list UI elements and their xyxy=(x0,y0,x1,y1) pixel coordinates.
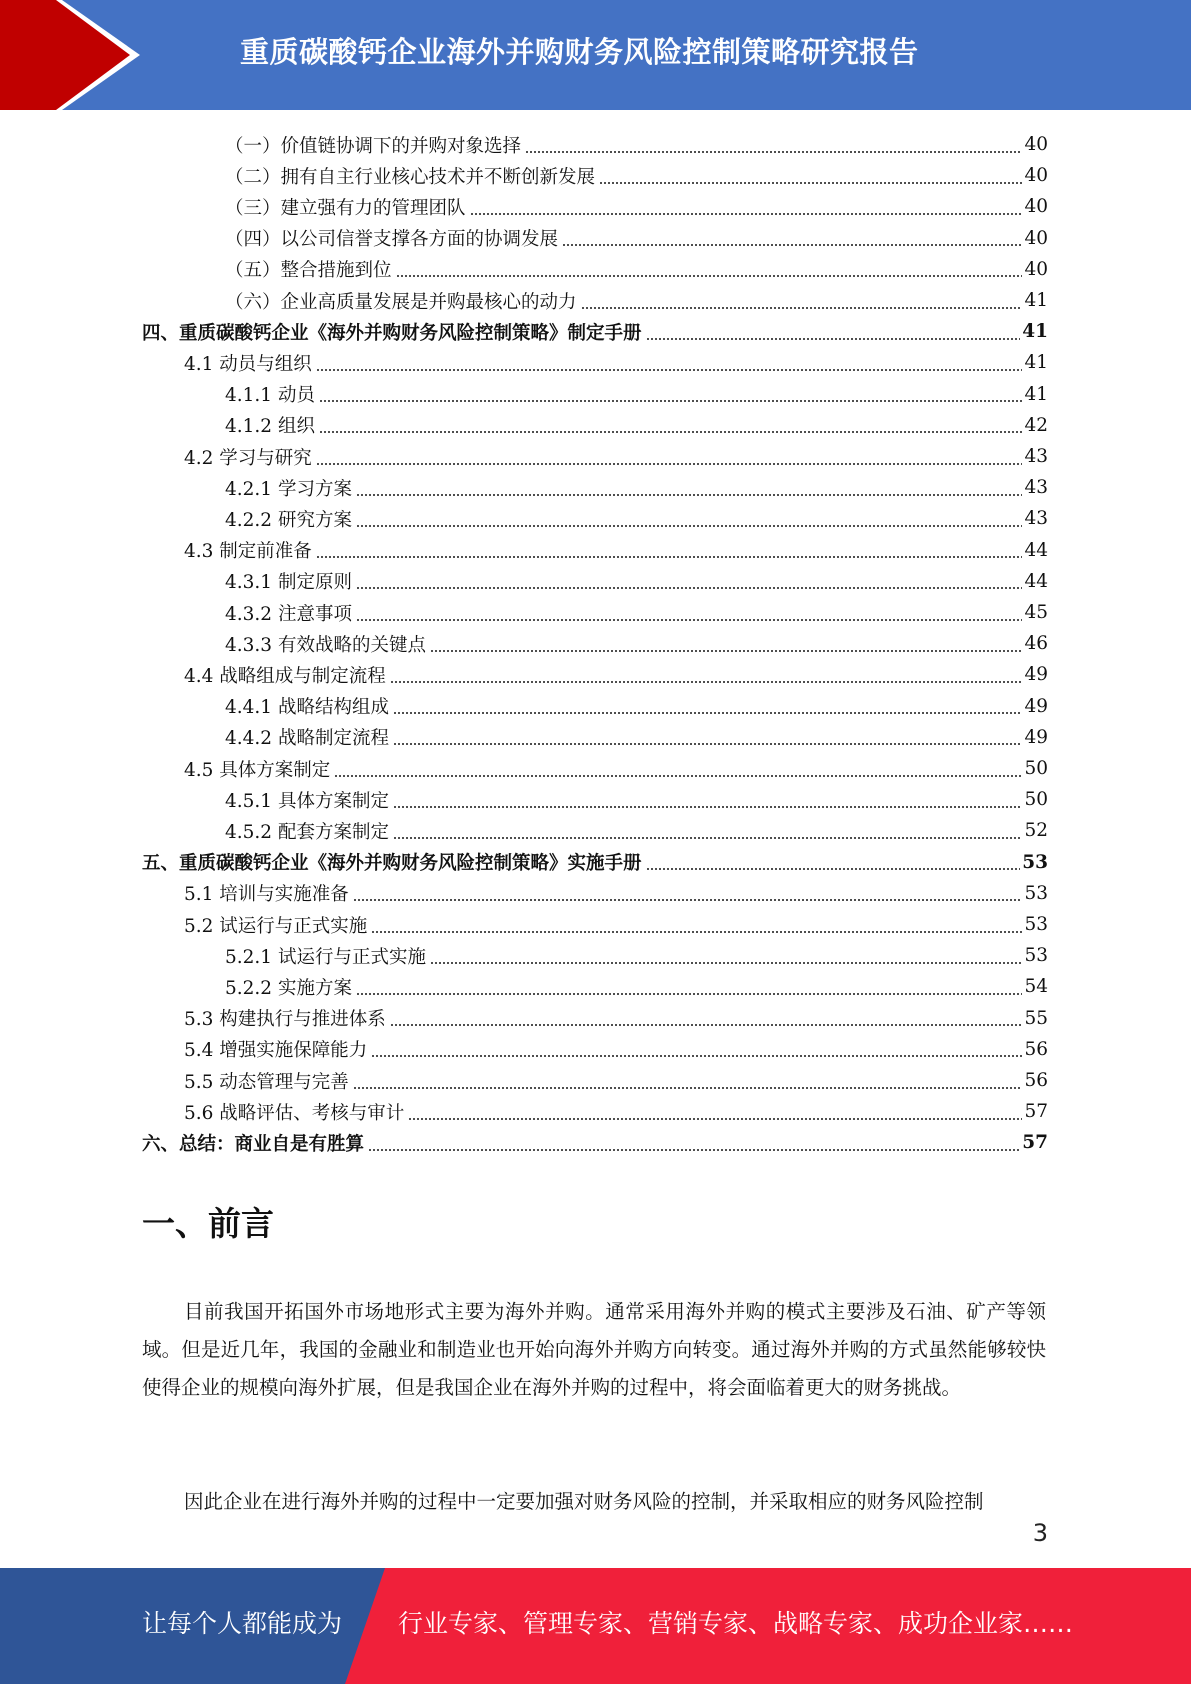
header-title: 重质碳酸钙企业海外并购财务风险控制策略研究报告 xyxy=(240,35,919,69)
toc-dot-leader xyxy=(356,587,1023,589)
toc-entry[interactable] xyxy=(184,909,1048,940)
body-paragraph-1: 目前我国开拓国外市场地形式主要为海外并购。通常采用海外并购的模式主要涉及石油、矿产等领域。但是近几年，我国的金融业和制造业也开始向海外并购方向转变。通过海外并购的方式虽然能够较快使得企业的规模向海外扩展，但是我国企业在海外并购的过程中，将会面临着更大的财务挑战。 xyxy=(142,1300,1046,1399)
toc-dot-leader xyxy=(390,681,1023,683)
toc-entry-page: 41 xyxy=(1024,383,1048,405)
toc-dot-leader xyxy=(562,244,1022,246)
toc-entry-page: 41 xyxy=(1024,290,1048,311)
toc-entry-title: 4.1 动员与组织 xyxy=(184,353,312,375)
toc-dot-leader xyxy=(470,213,1023,215)
toc-entry[interactable] xyxy=(225,160,1048,191)
toc-entry[interactable] xyxy=(225,628,1048,659)
toc-dot-leader xyxy=(393,712,1022,714)
toc-dot-leader xyxy=(353,899,1023,901)
toc-entry[interactable] xyxy=(225,503,1048,534)
toc-entry[interactable] xyxy=(225,472,1048,503)
toc-entry-page: 41 xyxy=(1024,352,1048,374)
header-arrow-graphic xyxy=(0,0,160,110)
toc-entry-title: 4.3.2 注意事项 xyxy=(225,603,352,625)
toc-entry[interactable] xyxy=(225,379,1048,410)
toc-entry-title: 4.2 学习与研究 xyxy=(184,447,312,469)
toc-entry-page: 40 xyxy=(1024,227,1048,249)
toc-entry-page: 53 xyxy=(1024,945,1048,967)
toc-entry-title: 4.5 具体方案制定 xyxy=(184,759,331,781)
toc-dot-leader xyxy=(334,775,1022,777)
toc-entry-title: 5.3 构建执行与推进体系 xyxy=(184,1009,386,1031)
toc-entry-title: 4.3.1 制定原则 xyxy=(225,572,352,594)
toc-entry-title: 4.4 战略组成与制定流程 xyxy=(184,665,386,687)
toc-entry-title: 5.2 试运行与正式实施 xyxy=(184,915,368,937)
toc-entry-title: 4.2.2 研究方案 xyxy=(225,509,352,531)
toc-entry-page: 46 xyxy=(1024,633,1048,655)
toc-entry-page: 40 xyxy=(1024,258,1048,280)
toc-entry-page: 55 xyxy=(1024,1007,1048,1029)
toc-dot-leader xyxy=(390,1024,1023,1026)
toc-entry[interactable] xyxy=(184,1034,1048,1065)
toc-entry-page: 49 xyxy=(1024,695,1048,717)
body-paragraph-2: 因此企业在进行海外并购的过程中一定要加强对财务风险的控制，并采取相应的财务风险控制 xyxy=(184,1490,984,1513)
toc-entry-page: 44 xyxy=(1024,570,1048,592)
toc-entry-title: 五、重质碳酸钙企业《海外并购财务风险控制策略》实施手册 xyxy=(142,853,642,875)
toc-entry-page: 57 xyxy=(1022,1132,1048,1154)
toc-dot-leader xyxy=(646,868,1021,870)
toc-entry-title: （一）价值链协调下的并购对象选择 xyxy=(225,135,522,157)
toc-dot-leader xyxy=(316,369,1023,371)
toc-entry[interactable] xyxy=(225,410,1048,441)
toc-entry-page: 40 xyxy=(1024,165,1048,187)
toc-entry-title: （六）企业高质量发展是并购最核心的动力 xyxy=(225,291,577,313)
toc-entry-page: 43 xyxy=(1024,477,1048,499)
toc-entry-title: 5.1 培训与实施准备 xyxy=(184,884,349,906)
toc-dot-leader xyxy=(525,151,1022,153)
toc-entry-page: 53 xyxy=(1024,914,1048,935)
toc-dot-leader xyxy=(393,837,1022,839)
toc-entry[interactable] xyxy=(184,441,1048,472)
toc-dot-leader xyxy=(356,993,1023,995)
page-number: 3 xyxy=(1032,1519,1048,1547)
toc-entry-page: 53 xyxy=(1022,851,1048,873)
toc-dot-leader xyxy=(319,431,1023,433)
toc-entry[interactable] xyxy=(184,878,1048,909)
toc-dot-leader xyxy=(581,307,1023,309)
footer-slogan-right: 行业专家、管理专家、营销专家、战略专家、成功企业家…… xyxy=(398,1609,1074,1638)
toc-entry-title: 5.2.1 试运行与正式实施 xyxy=(225,946,426,968)
toc-entry[interactable] xyxy=(184,1003,1048,1034)
toc-entry-title: 5.2.2 实施方案 xyxy=(225,977,352,999)
toc-entry[interactable] xyxy=(142,847,1048,878)
toc-entry-page: 42 xyxy=(1024,414,1048,436)
toc-entry-page: 41 xyxy=(1022,321,1048,343)
toc-entry[interactable] xyxy=(184,347,1048,378)
toc-dot-leader xyxy=(319,400,1023,402)
toc-dot-leader xyxy=(371,931,1022,933)
toc-entry-title: 4.5.1 具体方案制定 xyxy=(225,790,389,812)
section-title: 一、前言 xyxy=(142,1204,274,1243)
footer-slogan-left: 让每个人都能成为 xyxy=(142,1609,343,1638)
toc-entry[interactable] xyxy=(225,815,1048,846)
toc-entry-title: （四）以公司信誉支撑各方面的协调发展 xyxy=(225,229,559,251)
toc-entry[interactable] xyxy=(142,316,1048,347)
toc-dot-leader xyxy=(356,494,1023,496)
toc-entry-page: 50 xyxy=(1024,789,1048,811)
toc-entry[interactable] xyxy=(184,753,1048,784)
toc-entry-title: 4.2.1 学习方案 xyxy=(225,478,352,500)
toc-entry-title: （二）拥有自主行业核心技术并不断创新发展 xyxy=(225,166,596,188)
toc-entry-page: 54 xyxy=(1024,976,1048,998)
toc-dot-leader xyxy=(356,525,1023,527)
toc-entry[interactable] xyxy=(225,971,1048,1002)
toc-dot-leader xyxy=(356,619,1023,621)
toc-dot-leader xyxy=(430,650,1022,652)
toc-entry-page: 56 xyxy=(1024,1070,1048,1091)
toc-entry-page: 49 xyxy=(1024,664,1048,686)
toc-entry[interactable] xyxy=(184,1096,1048,1127)
toc-entry[interactable] xyxy=(225,784,1048,815)
toc-entry[interactable] xyxy=(225,223,1048,254)
toc-entry-title: 六、总结：商业自是有胜算 xyxy=(142,1133,365,1155)
toc-dot-leader xyxy=(408,1118,1022,1120)
toc-entry-page: 44 xyxy=(1024,539,1048,561)
toc-entry-title: 4.4.1 战略结构组成 xyxy=(225,697,389,719)
toc-entry-page: 49 xyxy=(1024,726,1048,748)
toc-entry[interactable] xyxy=(225,722,1048,753)
toc-dot-leader xyxy=(599,182,1022,184)
toc-entry-page: 52 xyxy=(1024,820,1048,842)
toc-entry[interactable] xyxy=(184,1065,1048,1096)
toc-entry-page: 53 xyxy=(1024,882,1048,904)
toc-entry-title: 5.6 战略评估、考核与审计 xyxy=(184,1102,405,1124)
toc-entry[interactable] xyxy=(225,285,1048,316)
toc-dot-leader xyxy=(430,962,1022,964)
page-header xyxy=(0,0,1191,110)
toc-entry[interactable] xyxy=(142,1127,1048,1158)
toc-entry[interactable] xyxy=(225,597,1048,628)
toc-dot-leader xyxy=(393,743,1022,745)
toc-entry-page: 45 xyxy=(1024,602,1048,623)
toc-dot-leader xyxy=(316,556,1023,558)
toc-entry-title: 5.4 增强实施保障能力 xyxy=(184,1040,368,1062)
toc-entry-page: 40 xyxy=(1024,196,1048,218)
toc-entry[interactable] xyxy=(184,535,1048,566)
toc-dot-leader xyxy=(371,1055,1022,1057)
toc-entry-title: （五）整合措施到位 xyxy=(225,260,392,282)
toc-entry-page: 56 xyxy=(1024,1038,1048,1060)
toc-entry[interactable] xyxy=(184,659,1048,690)
toc-entry-title: （三）建立强有力的管理团队 xyxy=(225,197,466,219)
toc-dot-leader xyxy=(393,806,1022,808)
page-footer xyxy=(0,1568,1191,1684)
toc-entry-page: 40 xyxy=(1024,134,1048,155)
toc-entry-page: 57 xyxy=(1024,1101,1048,1123)
toc-entry[interactable] xyxy=(225,566,1048,597)
toc-entry-title: 4.5.2 配套方案制定 xyxy=(225,821,389,843)
toc-entry-title: 4.1.2 组织 xyxy=(225,416,315,438)
toc-entry-title: 4.1.1 动员 xyxy=(225,385,315,407)
toc-entry-page: 43 xyxy=(1024,446,1048,467)
toc-entry-title: 5.5 动态管理与完善 xyxy=(184,1071,349,1093)
toc-dot-leader xyxy=(368,1149,1020,1151)
toc-entry[interactable] xyxy=(225,940,1048,971)
toc-entry-page: 43 xyxy=(1024,508,1048,530)
toc-entry-title: 4.3.3 有效战略的关键点 xyxy=(225,634,426,656)
toc-dot-leader xyxy=(316,463,1023,465)
toc-entry[interactable] xyxy=(225,191,1048,222)
toc-dot-leader xyxy=(646,338,1021,340)
toc-entry[interactable] xyxy=(225,254,1048,285)
toc-entry-page: 50 xyxy=(1024,758,1048,779)
toc-entry[interactable] xyxy=(225,129,1048,160)
toc-entry-title: 4.4.2 战略制定流程 xyxy=(225,728,389,750)
toc-dot-leader xyxy=(396,275,1023,277)
toc-entry[interactable] xyxy=(225,691,1048,722)
toc-dot-leader xyxy=(353,1087,1023,1089)
toc-entry-title: 4.3 制定前准备 xyxy=(184,541,312,563)
toc-entry-title: 四、重质碳酸钙企业《海外并购财务风险控制策略》制定手册 xyxy=(142,322,642,344)
